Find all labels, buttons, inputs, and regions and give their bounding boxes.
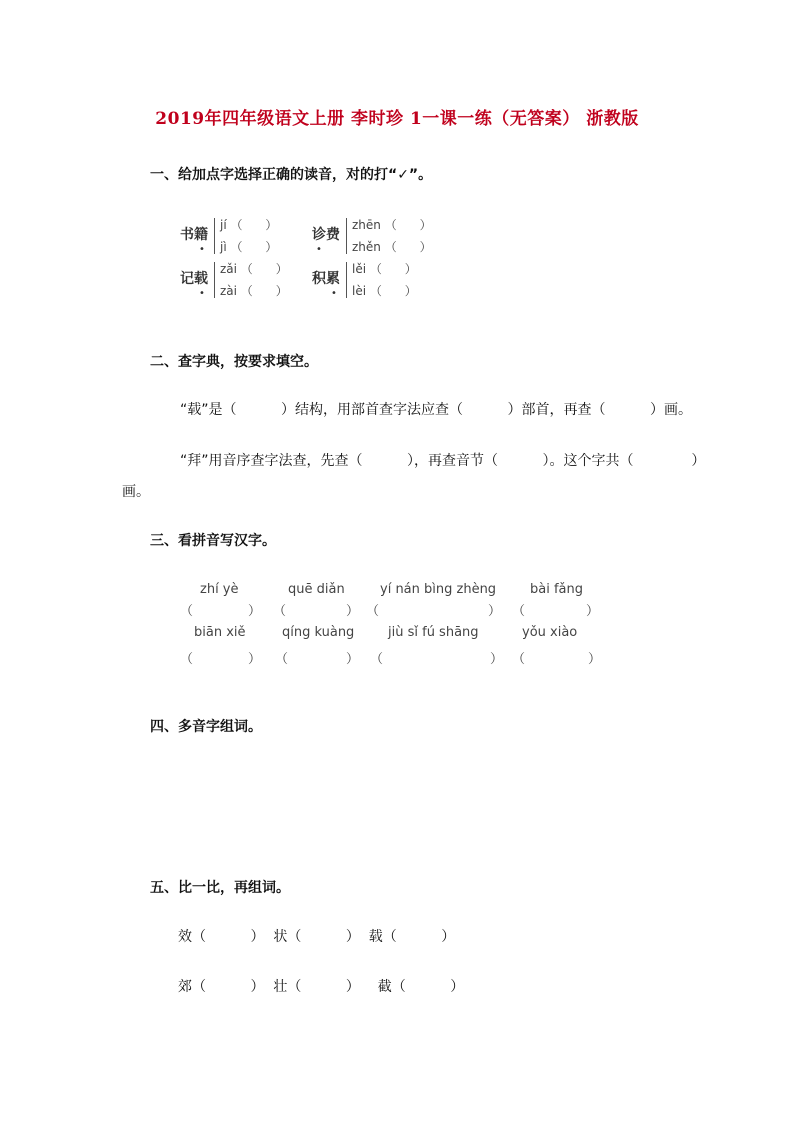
choice-option: lěi （ ）: [352, 262, 417, 276]
page-title: 2019年四年级语文上册 李时珍 1一课一练（无答案） 浙教版: [155, 109, 639, 129]
section-5-heading: 五、比一比，再组词。: [150, 880, 290, 896]
choice-option: jí （ ）: [220, 218, 278, 232]
emphasis-dot: •: [199, 244, 205, 255]
emphasis-dot: •: [316, 244, 322, 255]
pinyin-prompt: yí nán bìng zhèng: [380, 582, 497, 597]
pinyin-choice-4: [312, 260, 452, 300]
answer-close: ）: [248, 604, 262, 619]
choice-option: zǎi （ ）: [220, 262, 288, 276]
answer-open: （: [366, 604, 380, 619]
fill-in-line: 画。: [122, 484, 150, 500]
brace: [346, 218, 351, 254]
answer-open: （: [275, 652, 289, 667]
fill-in-line: “载”是（ ）结构，用部首查字法应查（ ）部首，再查（ ）画。: [180, 402, 693, 418]
brace: [214, 218, 219, 254]
pinyin-prompt: qíng kuàng: [282, 625, 355, 640]
answer-close: ）: [248, 652, 262, 667]
answer-open: （: [512, 604, 526, 619]
pinyin-choice-1: [180, 216, 300, 256]
choice-option: zài （ ）: [220, 284, 288, 298]
pinyin-choice-2: [312, 216, 452, 256]
pinyin-prompt: yǒu xiào: [522, 625, 578, 640]
pinyin-prompt: biān xiě: [194, 625, 246, 640]
fill-in-line: “拜”用音序查字法查，先查（ ），再查音节（ ）。这个字共（ ）: [180, 453, 706, 469]
choice-word: 记载: [180, 271, 208, 287]
pinyin-prompt: bài fǎng: [530, 582, 583, 597]
section-3-heading: 三、看拼音写汉字。: [150, 533, 276, 549]
fill-in-line: 郊（ ） 壮（ ） 截（ ）: [178, 979, 465, 995]
choice-option: zhēn （ ）: [352, 218, 432, 232]
answer-close: ）: [346, 652, 360, 667]
brace: [214, 262, 219, 298]
pinyin-prompt: quē diǎn: [288, 582, 345, 597]
choice-option: jì （ ）: [220, 240, 278, 254]
answer-close: ）: [586, 604, 600, 619]
answer-open: （: [370, 652, 384, 667]
answer-close: ）: [490, 652, 504, 667]
emphasis-dot: •: [199, 288, 205, 299]
pinyin-choice-3: [180, 260, 300, 300]
choice-word: 诊费: [312, 227, 340, 243]
choice-word: 书籍: [180, 227, 208, 243]
answer-close: ）: [346, 604, 360, 619]
fill-in-line: 效（ ） 状（ ） 载（ ）: [178, 929, 456, 945]
brace: [346, 262, 351, 298]
answer-close: ）: [488, 604, 502, 619]
answer-open: （: [512, 652, 526, 667]
pinyin-prompt: jiù sǐ fú shāng: [388, 625, 479, 640]
emphasis-dot: •: [331, 288, 337, 299]
choice-option: lèi （ ）: [352, 284, 417, 298]
choice-word: 积累: [312, 271, 340, 287]
answer-open: （: [273, 604, 287, 619]
section-1-heading: 一、给加点字选择正确的读音，对的打“✓”。: [150, 167, 433, 183]
answer-open: （: [180, 604, 194, 619]
choice-option: zhěn （ ）: [352, 240, 432, 254]
answer-close: ）: [588, 652, 602, 667]
pinyin-prompt: zhí yè: [200, 582, 239, 597]
section-4-heading: 四、多音字组词。: [150, 719, 262, 735]
section-2-heading: 二、查字典，按要求填空。: [150, 354, 318, 370]
answer-open: （: [180, 652, 194, 667]
